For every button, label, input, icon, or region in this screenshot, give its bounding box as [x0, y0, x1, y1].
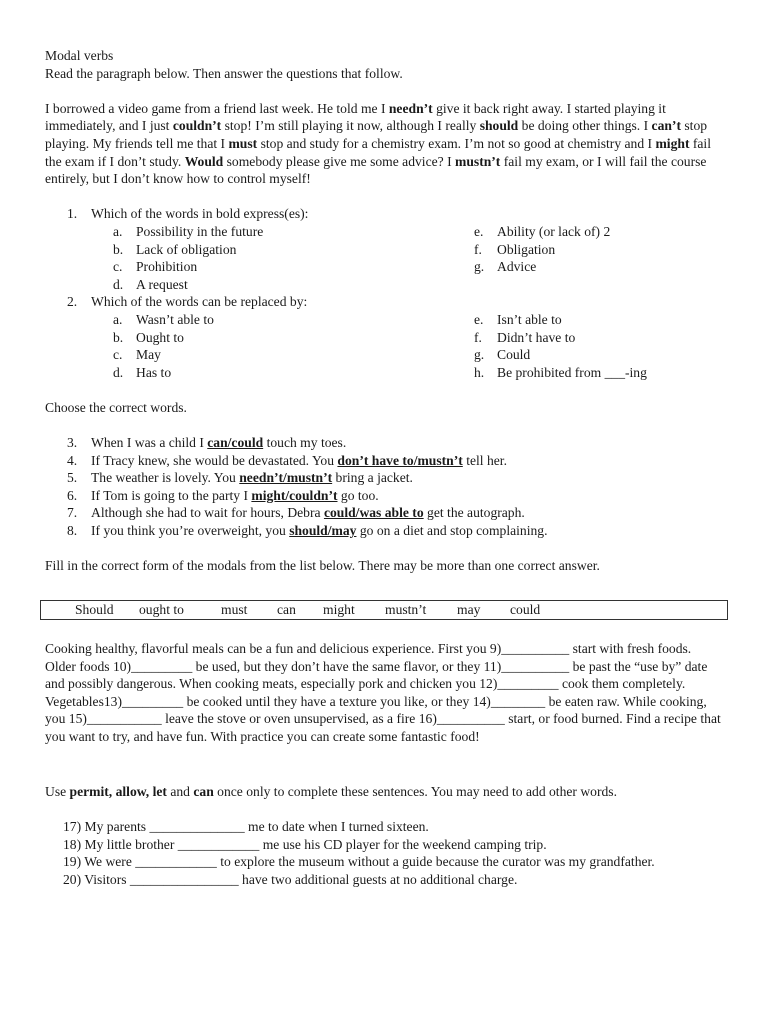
option-letter: b.	[113, 329, 124, 345]
text-run: stop playing. My friends tell me that I	[45, 118, 708, 151]
choose-heading: Choose the correct words.	[45, 399, 187, 415]
option-letter: c.	[113, 259, 123, 275]
question-2	[45, 293, 735, 311]
question-1-options	[45, 223, 735, 293]
text-run: once only to complete these sentences. You may need to add other words.	[213, 784, 617, 799]
item-text: If you think you’re overweight, you	[91, 523, 290, 539]
bold-word: might	[655, 135, 690, 151]
question-number: 2.	[67, 294, 78, 310]
question-text: Which of the words in bold express(es):	[91, 206, 309, 222]
text-run: I borrowed a video game from a friend last week. He told me I	[45, 100, 389, 116]
option-text: Ought to	[136, 329, 184, 345]
bold-word: permit, allow, let	[69, 784, 167, 799]
item-text: bring a jacket.	[332, 470, 413, 486]
option-text: May	[136, 347, 161, 363]
choose-list	[45, 434, 735, 540]
word-bank-item: can	[277, 602, 296, 617]
word-bank-item: must	[221, 602, 248, 617]
use-item: 20) Visitors ________________ have two additional guests at no additional charge.	[63, 871, 518, 887]
use-item: 17) My parents ______________ me to date when I turned sixteen.	[63, 819, 429, 835]
item-number: 3.	[67, 435, 78, 451]
word-bank-box	[40, 600, 728, 620]
item-text: If Tracy knew, she would be devastated. You	[91, 452, 338, 468]
option-text: Possibility in the future	[136, 223, 264, 239]
choice-options: might/couldn’t	[251, 487, 338, 503]
text-run: Use	[45, 784, 70, 799]
use-instruction	[45, 783, 735, 801]
option-text: Ability (or lack of) 2	[497, 223, 611, 239]
bold-word: couldn’t	[172, 118, 222, 134]
word-bank-item: might	[323, 602, 355, 617]
option-text: Could	[497, 347, 531, 363]
question-text: Which of the words can be replaced by:	[91, 294, 308, 310]
item-number: 5.	[67, 470, 78, 486]
bold-word: mustn’t	[455, 153, 501, 169]
item-text: get the autograph.	[423, 505, 525, 521]
text-run: fail the exam if I don’t study.	[45, 135, 711, 169]
item-text: Although she had to wait for hours, Debra	[91, 505, 324, 521]
question-2-options	[45, 311, 735, 381]
text-run: and	[166, 784, 194, 799]
choice-options: don’t have to/mustn’t	[337, 452, 463, 468]
option-letter: b.	[113, 241, 124, 257]
item-text: go too.	[337, 487, 379, 503]
cooking-paragraph: Cooking healthy, flavorful meals can be a fun and delicious experience. First you 9)__________ start with fresh foods. Older foods 10)_________ be used, but they don’t have the same flavor, or they 11)__________ be past the “use by” date and possibly dangerous. When cooking meats, especially pork and chicken you 12)_________ cook them completely. Vegetables13)_________ be cooked until they have a texture you like, or they 14)________ be eaten raw. While cooking, you 15)___________ leave the stove or oven unsupervised, as a fire 16)__________ start, or food burned. Find a recipe that you want to try, and have fun. With practice you can create some fantastic food!	[45, 641, 721, 744]
option-text: Wasn’t able to	[136, 311, 214, 327]
option-letter: f.	[474, 329, 482, 345]
option-letter: e.	[474, 223, 484, 239]
item-text: tell her.	[462, 452, 507, 468]
option-letter: a.	[113, 311, 123, 327]
option-letter: g.	[474, 347, 485, 363]
choose-item	[45, 469, 735, 487]
text-run: somebody please give me some advice? I	[223, 153, 456, 169]
choose-item	[45, 487, 735, 505]
item-text: If Tom is going to the party I	[91, 487, 252, 503]
bold-word: can	[193, 784, 214, 799]
option-text: Prohibition	[136, 259, 198, 275]
item-text: When I was a child I	[91, 435, 208, 451]
option-text: Lack of obligation	[136, 241, 237, 257]
bold-word: must	[228, 135, 258, 151]
word-bank-item: mustn’t	[385, 602, 427, 617]
use-item: 18) My little brother ____________ me use his CD player for the weekend camping trip.	[63, 836, 547, 852]
word-bank-item: could	[510, 602, 541, 617]
bold-word: Would	[184, 153, 224, 169]
item-text: go on a diet and stop complaining.	[356, 523, 548, 539]
option-text: Be prohibited from ___-ing	[497, 364, 647, 380]
choose-item	[45, 434, 735, 452]
option-letter: d.	[113, 276, 124, 292]
bold-word: should	[479, 118, 519, 134]
instruction: Read the paragraph below. Then answer the questions that follow.	[45, 65, 403, 81]
word-bank-item: may	[457, 602, 481, 617]
option-letter: e.	[474, 311, 484, 327]
worksheet	[45, 47, 735, 575]
choose-item	[45, 452, 735, 470]
text-run: give it back right away. I started playing it immediately, and I just	[45, 100, 666, 134]
option-letter: a.	[113, 223, 123, 239]
use-item: 19) We were ____________ to explore the museum without a guide because the curator was my grandfather.	[63, 854, 655, 870]
choice-options: should/may	[289, 523, 357, 539]
question-1	[45, 205, 735, 223]
item-text: The weather is lovely. You	[91, 470, 240, 486]
fill-heading: Fill in the correct form of the modals from the list below. There may be more than one correct answer.	[45, 558, 600, 574]
text-run: stop! I’m still playing it now, although I really	[221, 118, 480, 134]
text-run: fail my exam, or I will fail the course entirely, but I don’t know how to control myself!	[45, 153, 707, 187]
option-letter: h.	[474, 364, 485, 380]
option-text: Obligation	[497, 241, 556, 257]
choice-options: could/was able to	[323, 505, 424, 521]
use-list	[45, 818, 663, 888]
choice-options: needn’t/mustn’t	[239, 470, 333, 486]
page-title: Modal verbs	[45, 48, 114, 63]
choose-item	[45, 522, 735, 540]
option-letter: c.	[113, 347, 123, 363]
use-section	[45, 783, 735, 889]
bold-word: needn’t	[388, 100, 433, 116]
word-bank-item: Should	[75, 602, 114, 617]
option-text: A request	[136, 276, 188, 292]
text-run: be doing other things. I	[518, 118, 652, 134]
reading-paragraph	[45, 100, 725, 188]
choice-options: can/could	[207, 435, 264, 451]
word-bank-item: ought to	[139, 602, 184, 617]
option-text: Advice	[497, 259, 537, 275]
item-number: 4.	[67, 452, 78, 468]
question-number: 1.	[67, 206, 78, 222]
bold-word: can’t	[651, 118, 681, 134]
option-letter: d.	[113, 364, 124, 380]
item-number: 7.	[67, 505, 78, 521]
text-run: stop and study for a chemistry exam. I’m not so good at chemistry and I	[257, 135, 656, 151]
item-number: 6.	[67, 487, 78, 503]
option-text: Didn’t have to	[497, 329, 576, 345]
option-letter: g.	[474, 259, 485, 275]
item-text: touch my toes.	[263, 435, 347, 451]
option-letter: f.	[474, 241, 482, 257]
option-text: Has to	[136, 364, 172, 380]
choose-item	[45, 504, 735, 522]
option-text: Isn’t able to	[497, 311, 562, 327]
item-number: 8.	[67, 523, 78, 539]
